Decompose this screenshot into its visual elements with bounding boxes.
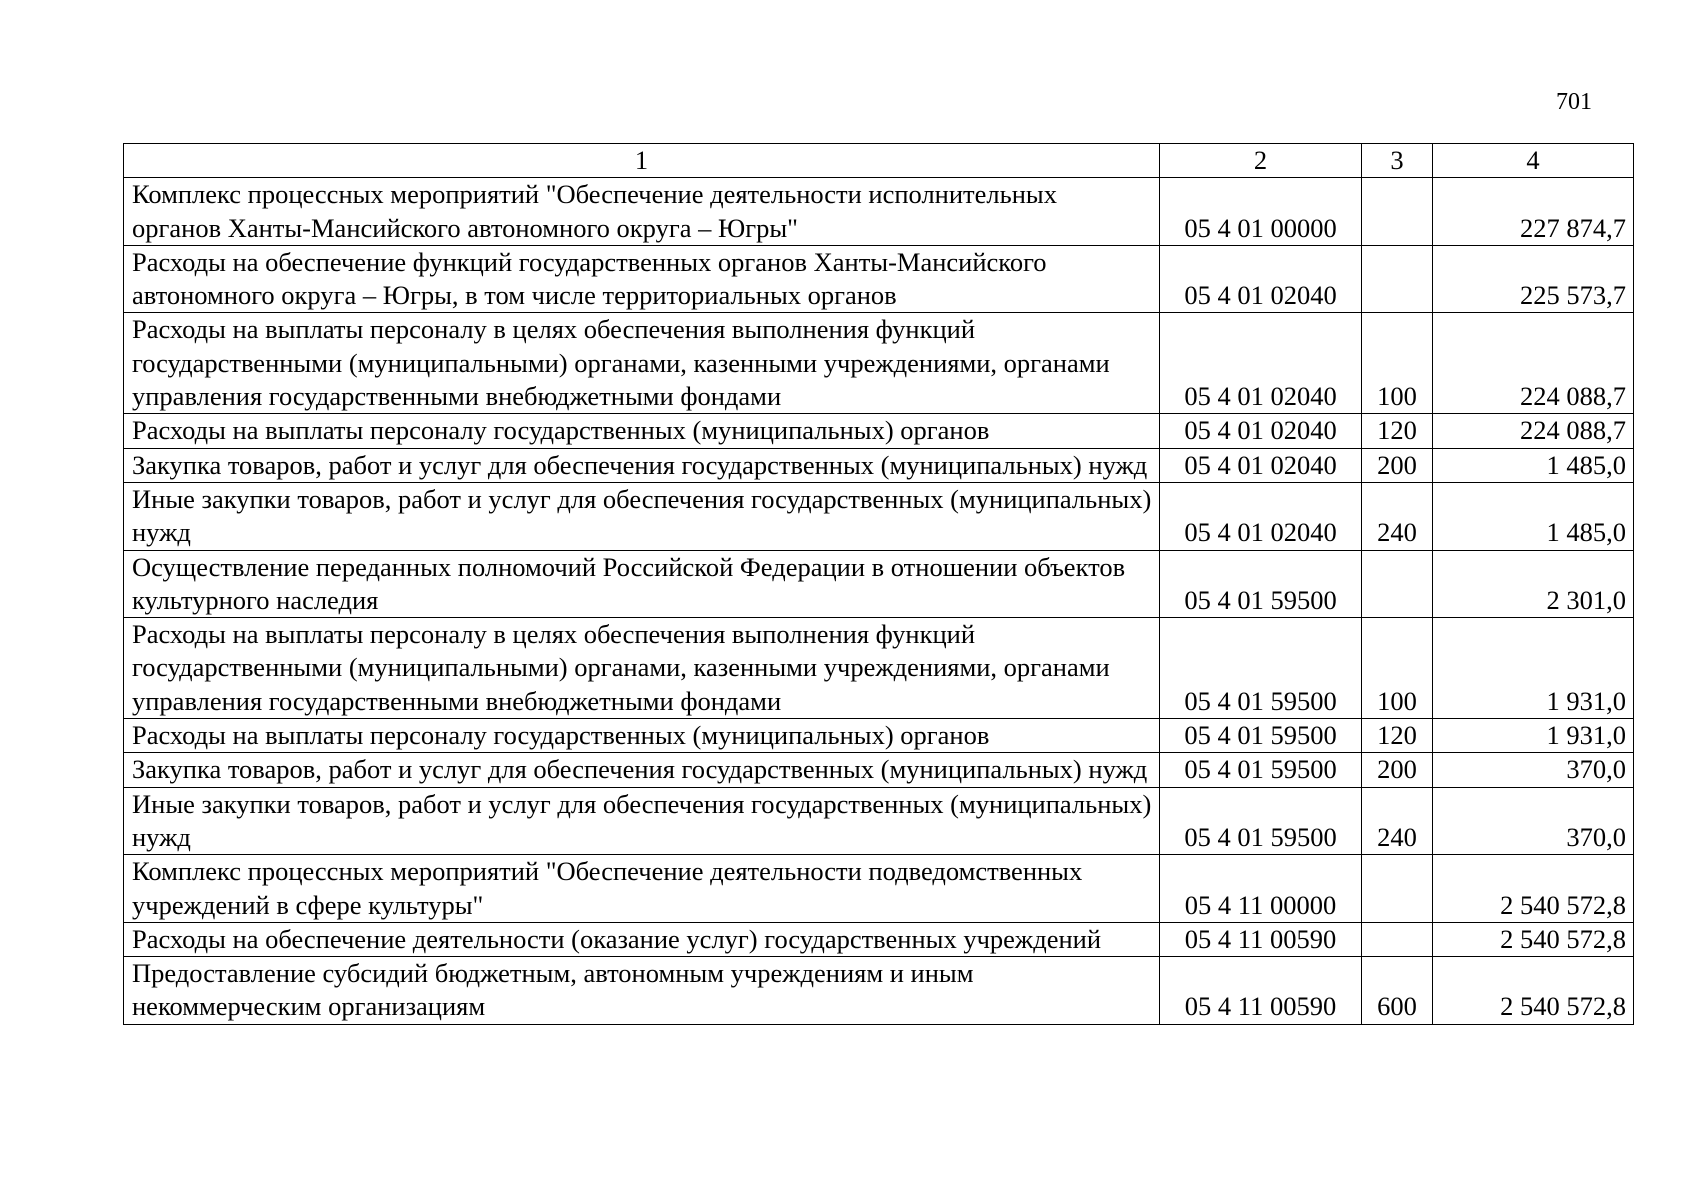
target-code-cell: 05 4 01 02040 (1160, 448, 1362, 482)
expense-name-cell: Иные закупки товаров, работ и услуг для обеспечения государственных (муниципальных) нужд (124, 482, 1160, 550)
amount-cell: 2 540 572,8 (1433, 922, 1634, 956)
header-cell-4: 4 (1433, 144, 1634, 178)
table-header-row (124, 144, 1634, 178)
expense-type-cell: 120 (1362, 414, 1433, 448)
amount-cell: 2 540 572,8 (1433, 855, 1634, 923)
target-code-cell: 05 4 01 59500 (1160, 618, 1362, 719)
amount-cell: 225 573,7 (1433, 245, 1634, 313)
target-code-cell: 05 4 11 00590 (1160, 957, 1362, 1025)
amount-cell: 224 088,7 (1433, 313, 1634, 414)
expense-name-cell: Расходы на обеспечение функций государственных органов Ханты-Мансийского автономного округа – Югры, в том числе территориальных органов (124, 245, 1160, 313)
expense-type-cell: 200 (1362, 753, 1433, 787)
amount-cell: 2 540 572,8 (1433, 957, 1634, 1025)
amount-cell: 370,0 (1433, 753, 1634, 787)
table-row (124, 245, 1634, 313)
page-number: 701 (1556, 89, 1592, 115)
expense-name-cell: Комплекс процессных мероприятий "Обеспечение деятельности подведомственных учреждений в сфере культуры" (124, 855, 1160, 923)
expense-name-cell: Осуществление переданных полномочий Российской Федерации в отношении объектов культурного наследия (124, 550, 1160, 618)
amount-cell: 2 301,0 (1433, 550, 1634, 618)
target-code-cell: 05 4 11 00590 (1160, 922, 1362, 956)
amount-cell: 1 485,0 (1433, 448, 1634, 482)
amount-cell: 1 931,0 (1433, 719, 1634, 753)
expense-name-cell: Расходы на выплаты персоналу в целях обеспечения выполнения функций государственными (муниципальными) органами, казенными учреждениями, органами управления государственными внебюджетными фондами (124, 313, 1160, 414)
target-code-cell: 05 4 01 59500 (1160, 753, 1362, 787)
target-code-cell: 05 4 11 00000 (1160, 855, 1362, 923)
target-code-cell: 05 4 01 59500 (1160, 719, 1362, 753)
target-code-cell: 05 4 01 02040 (1160, 313, 1362, 414)
expense-name-cell: Закупка товаров, работ и услуг для обеспечения государственных (муниципальных) нужд (124, 753, 1160, 787)
amount-cell: 224 088,7 (1433, 414, 1634, 448)
target-code-cell: 05 4 01 02040 (1160, 482, 1362, 550)
table-row (124, 922, 1634, 956)
budget-table-body (124, 144, 1634, 1025)
table-row (124, 448, 1634, 482)
expense-type-cell (1362, 855, 1433, 923)
amount-cell: 370,0 (1433, 787, 1634, 855)
target-code-cell: 05 4 01 59500 (1160, 787, 1362, 855)
expense-name-cell: Расходы на выплаты персоналу государственных (муниципальных) органов (124, 414, 1160, 448)
expense-name-cell: Комплекс процессных мероприятий "Обеспечение деятельности исполнительных органов Ханты-Мансийского автономного округа – Югры" (124, 178, 1160, 246)
expense-type-cell: 600 (1362, 957, 1433, 1025)
target-code-cell: 05 4 01 02040 (1160, 414, 1362, 448)
header-cell-2: 2 (1160, 144, 1362, 178)
expense-type-cell (1362, 922, 1433, 956)
amount-cell: 227 874,7 (1433, 178, 1634, 246)
table-row (124, 313, 1634, 414)
table-row (124, 719, 1634, 753)
table-row (124, 753, 1634, 787)
amount-cell: 1 485,0 (1433, 482, 1634, 550)
expense-type-cell: 100 (1362, 313, 1433, 414)
expense-name-cell: Расходы на выплаты персоналу государственных (муниципальных) органов (124, 719, 1160, 753)
table-row (124, 414, 1634, 448)
expense-name-cell: Расходы на выплаты персоналу в целях обеспечения выполнения функций государственными (муниципальными) органами, казенными учреждениями, органами управления государственными внебюджетными фондами (124, 618, 1160, 719)
table-row (124, 957, 1634, 1025)
expense-type-cell (1362, 550, 1433, 618)
header-cell-3: 3 (1362, 144, 1433, 178)
amount-cell: 1 931,0 (1433, 618, 1634, 719)
expense-name-cell: Закупка товаров, работ и услуг для обеспечения государственных (муниципальных) нужд (124, 448, 1160, 482)
expense-name-cell: Иные закупки товаров, работ и услуг для обеспечения государственных (муниципальных) нужд (124, 787, 1160, 855)
table-row (124, 178, 1634, 246)
table-row (124, 855, 1634, 923)
table-row (124, 550, 1634, 618)
expense-name-cell: Расходы на обеспечение деятельности (оказание услуг) государственных учреждений (124, 922, 1160, 956)
table-row (124, 787, 1634, 855)
expense-name-cell: Предоставление субсидий бюджетным, автономным учреждениям и иным некоммерческим организациям (124, 957, 1160, 1025)
table-row (124, 618, 1634, 719)
expense-type-cell: 240 (1362, 787, 1433, 855)
budget-table (123, 143, 1634, 1025)
expense-type-cell: 240 (1362, 482, 1433, 550)
target-code-cell: 05 4 01 59500 (1160, 550, 1362, 618)
target-code-cell: 05 4 01 00000 (1160, 178, 1362, 246)
expense-type-cell (1362, 245, 1433, 313)
expense-type-cell (1362, 178, 1433, 246)
header-cell-1: 1 (124, 144, 1160, 178)
expense-type-cell: 100 (1362, 618, 1433, 719)
target-code-cell: 05 4 01 02040 (1160, 245, 1362, 313)
table-row (124, 482, 1634, 550)
expense-type-cell: 200 (1362, 448, 1433, 482)
expense-type-cell: 120 (1362, 719, 1433, 753)
